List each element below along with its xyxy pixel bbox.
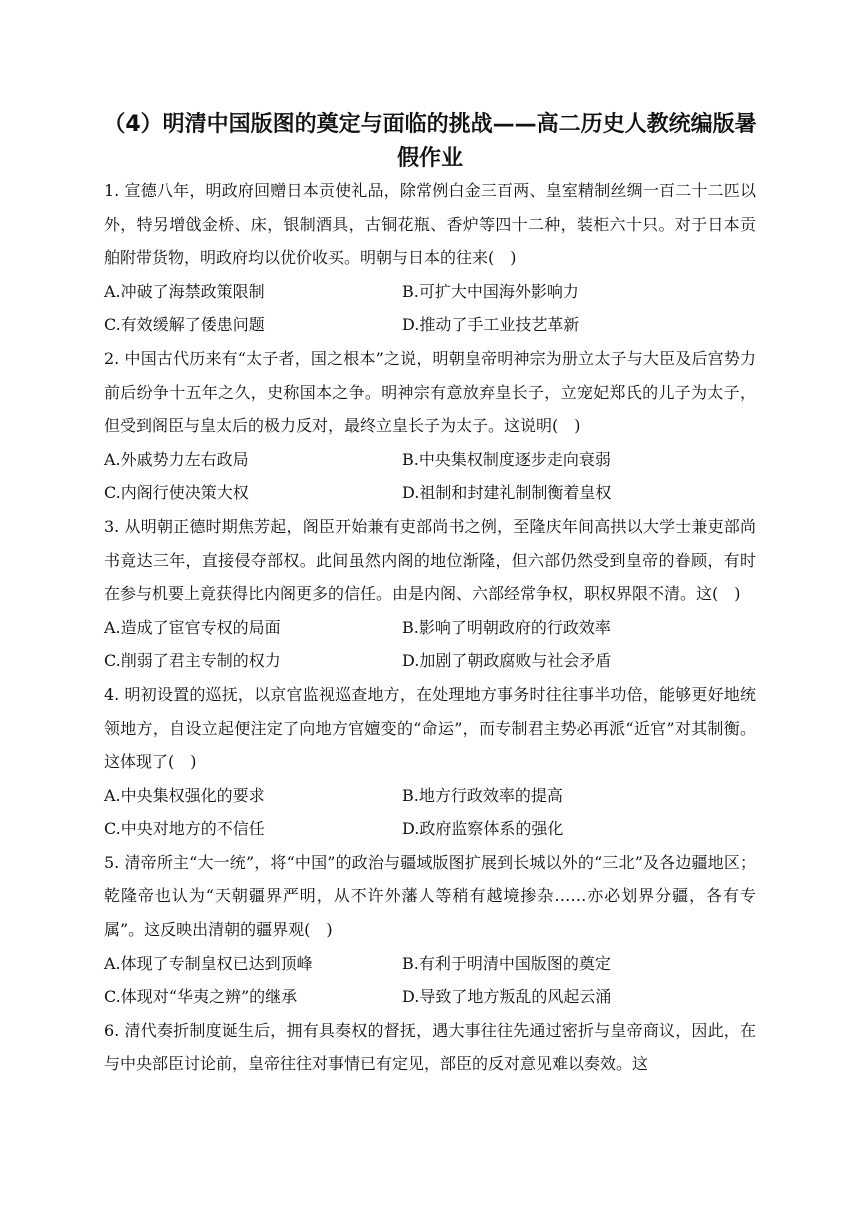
option-grid xyxy=(104,443,756,510)
question-2 xyxy=(104,342,756,510)
option-a: A.体现了专制皇权已达到顶峰 xyxy=(104,953,313,973)
option-b: B.中央集权制度逐步走向衰弱 xyxy=(402,449,611,469)
option-a: A.外戚势力左右政局 xyxy=(104,449,249,469)
option-c: C.体现对“华夷之辨”的继承 xyxy=(104,987,298,1007)
question-5 xyxy=(104,846,756,1014)
question-stem: 3. 从明朝正德时期焦芳起，阁臣开始兼有吏部尚书之例，至隆庆年间高拱以大学士兼吏部尚书竟达三年，直接侵夺部权。此间虽然内阁的地位渐隆，但六部仍然受到皇帝的眷顾，有时在参与机要上竟获得比内阁更多的信任。由是内阁、六部经常争权，职权界限不清。这( ) xyxy=(104,516,756,604)
question-stem: 2. 中国古代历来有“太子者，国之根本”之说，明朝皇帝明神宗为册立太子与大臣及后宫势力前后纷争十五年之久，史称国本之争。明神宗有意放弃皇长子，立宠妃郑氏的儿子为太子，但受到阁臣与皇太后的极力反对，最终立皇长子为太子。这说明( ) xyxy=(104,348,756,436)
question-stem: 5. 清帝所主“大一统”，将“中国”的政治与疆域版图扩展到长城以外的“三北”及各边疆地区；乾隆帝也认为“天朝疆界严明，从不许外藩人等稍有越境掺杂……亦必划界分疆，各有专属”。这反映出清朝的疆界观( ) xyxy=(104,852,756,940)
question-stem: 4. 明初设置的巡抚，以京官监视巡查地方，在处理地方事务时往往事半功倍，能够更好地统领地方，自设立起便注定了向地方官嬗变的“命运”，而专制君主势必再派“近官”对其制衡。这体现了( ) xyxy=(104,684,756,772)
question-4 xyxy=(104,678,756,846)
question-1 xyxy=(104,174,756,342)
option-b: B.地方行政效率的提高 xyxy=(402,785,563,805)
option-a: A.造成了宦官专权的局面 xyxy=(104,617,281,637)
question-6 xyxy=(104,1014,756,1081)
question-3 xyxy=(104,510,756,678)
option-d: D.加剧了朝政腐败与社会矛盾 xyxy=(402,651,612,671)
option-a: A.冲破了海禁政策限制 xyxy=(104,281,265,301)
option-grid xyxy=(104,275,756,342)
option-c: C.内阁行使决策大权 xyxy=(104,483,249,503)
option-b: B.影响了明朝政府的行政效率 xyxy=(402,617,611,637)
option-d: D.推动了手工业技艺革新 xyxy=(402,315,580,335)
option-b: B.有利于明清中国版图的奠定 xyxy=(402,953,611,973)
question-stem: 6. 清代奏折制度诞生后，拥有具奏权的督抚，遇大事往往先通过密折与皇帝商议，因此，在与中央部臣讨论前，皇帝往往对事情已有定见，部臣的反对意见难以奏效。这 xyxy=(104,1020,756,1074)
option-c: C.削弱了君主专制的权力 xyxy=(104,651,281,671)
option-c: C.中央对地方的不信任 xyxy=(104,819,265,839)
option-c: C.有效缓解了倭患问题 xyxy=(104,315,265,335)
option-d: D.祖制和封建礼制制衡着皇权 xyxy=(402,483,612,503)
option-a: A.中央集权强化的要求 xyxy=(104,785,265,805)
option-grid xyxy=(104,947,756,1014)
option-grid xyxy=(104,779,756,846)
question-list xyxy=(104,174,756,1081)
option-b: B.可扩大中国海外影响力 xyxy=(402,281,579,301)
option-d: D.导致了地方叛乱的风起云涌 xyxy=(402,987,612,1007)
question-stem: 1. 宣德八年，明政府回赠日本贡使礼品，除常例白金三百两、皇室精制丝绸一百二十二匹以外，特另增戗金桥、床，银制酒具，古铜花瓶、香炉等四十二种，装柜六十只。对于日本贡舶附带货物，明政府均以优价收买。明朝与日本的往来( ) xyxy=(104,181,756,268)
option-d: D.政府监察体系的强化 xyxy=(402,819,564,839)
option-grid xyxy=(104,611,756,678)
document-title: （4）明清中国版图的奠定与面临的挑战——高二历史人教统编版暑假作业 xyxy=(103,112,757,171)
